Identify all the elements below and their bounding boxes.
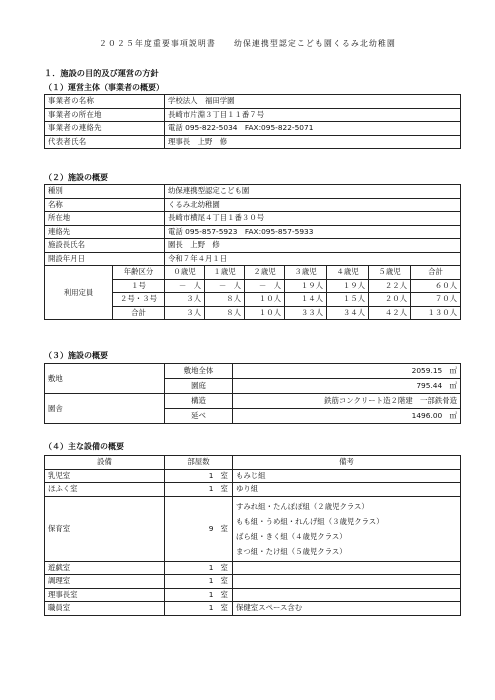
table-row [45,364,461,379]
table-row [45,252,461,266]
row-value: 電話 095-822-5034 FAX:095-822-5071 [165,122,461,136]
table-cell: ２号・３号 [113,293,165,307]
operator-table [44,94,461,149]
column-header: 年齢区分 [113,266,165,280]
room-count: 1 [165,469,217,483]
table-row [45,394,461,409]
row-label: 事業者の名称 [45,95,165,109]
column-header: ２歳児 [245,266,285,280]
table-cell: １３０人 [411,306,461,320]
column-header: ０歳児 [165,266,205,280]
table-cell: ３人 [165,293,205,307]
row-value: 鉄筋コンクリート造２階建 一部鉄骨造 [233,394,461,409]
site-table [44,363,461,424]
table-cell: 合計 [113,306,165,320]
row-value: 理事長 上野 修 [165,135,461,149]
equipment-note: すみれ組・たんぽぽ組（２歳児クラス） [236,501,369,511]
row-label: 連絡先 [45,225,165,239]
table-row [45,469,461,483]
table-row [45,496,461,561]
table-cell: － 人 [245,279,285,293]
table-cell: ３人 [165,306,205,320]
equipment-note [233,588,461,602]
room-unit: 室 [217,588,233,602]
table-row [45,198,461,212]
table-row [45,588,461,602]
table-cell: １９人 [285,279,327,293]
column-header: 部屋数 [165,456,233,470]
table-row [45,135,461,149]
table-cell: １０人 [245,293,285,307]
equipment-name: 遊戯室 [45,561,165,575]
room-unit: 室 [217,575,233,589]
row-label: 開設年月日 [45,252,165,266]
row-value: 電話 095-857-5923 FAX:095-857-5933 [165,225,461,239]
column-header: 備考 [233,456,461,470]
table-cell: ３４人 [327,306,369,320]
row-value: 学校法人 福田学園 [165,95,461,109]
room-count: 1 [165,483,217,497]
table-cell: ２０人 [369,293,411,307]
equipment-header-row [45,456,461,470]
column-header: １歳児 [205,266,245,280]
equipment-name: 保育室 [45,496,165,561]
table-row [45,561,461,575]
table-row [45,483,461,497]
table-cell: ６０人 [411,279,461,293]
table-cell: １号 [113,279,165,293]
row-value: 幼保連携型認定こども園 [165,185,461,199]
column-header: 設備 [45,456,165,470]
table-row [45,185,461,199]
site-label: 敷地 [45,364,165,394]
equipment-note: 保健室スペース含む [233,602,461,616]
room-count: 1 [165,602,217,616]
column-header: 合計 [411,266,461,280]
facility-heading: （２）施設の概要 [44,173,108,182]
equipment-note: ばら組・きく組（４歳児クラス） [236,531,347,541]
row-value: 長崎市片淵３丁目１１番７号 [165,108,461,122]
section-1-title: １．施設の目的及び運営の方針 [44,68,159,78]
room-unit: 室 [217,496,233,561]
table-cell: １０人 [245,306,285,320]
row-value: 2059.15 ㎡ [233,364,461,379]
table-cell: １５人 [327,293,369,307]
table-row [45,95,461,109]
room-count: 9 [165,496,217,561]
facility-table [44,184,461,320]
room-count: 1 [165,561,217,575]
table-cell: ４２人 [369,306,411,320]
site-heading: （３）施設の概要 [44,351,108,360]
table-cell: ８人 [205,306,245,320]
table-cell: ３３人 [285,306,327,320]
capacity-header-row [45,266,461,280]
room-unit: 室 [217,561,233,575]
row-value: 795.44 ㎡ [233,379,461,394]
table-cell: － 人 [205,279,245,293]
operator-heading: （１）運営主体（事業者の概要） [44,83,164,92]
room-unit: 室 [217,469,233,483]
building-label: 園舎 [45,394,165,424]
row-label: 種別 [45,185,165,199]
equipment-note: まつ組・たけ組（５歳児クラス） [236,546,347,556]
equipment-name: ほふく室 [45,483,165,497]
row-label: 代表者氏名 [45,135,165,149]
row-sublabel: 延べ [165,409,233,424]
column-header: ３歳児 [285,266,327,280]
row-label: 所在地 [45,212,165,226]
table-row [45,108,461,122]
row-value: 令和７年４月１日 [165,252,461,266]
table-row [45,225,461,239]
equipment-note: もみじ組 [233,469,461,483]
capacity-label: 利用定員 [45,266,113,320]
table-row [45,602,461,616]
row-value: 長崎市横尾４丁目１番３０号 [165,212,461,226]
equipment-note [233,561,461,575]
equipment-note: ゆり組 [233,483,461,497]
table-row [45,575,461,589]
table-row [45,212,461,226]
row-sublabel: 敷地全体 [165,364,233,379]
table-cell: １９人 [327,279,369,293]
equipment-name: 乳児室 [45,469,165,483]
room-unit: 室 [217,602,233,616]
table-cell: ２２人 [369,279,411,293]
table-cell: － 人 [165,279,205,293]
row-value: 園長 上野 修 [165,239,461,253]
equipment-table [44,455,461,616]
row-value: 1496.00 ㎡ [233,409,461,424]
row-label: 事業者の連絡先 [45,122,165,136]
equipment-note [233,575,461,589]
column-header: ４歳児 [327,266,369,280]
room-unit: 室 [217,483,233,497]
equipment-name: 理事長室 [45,588,165,602]
table-row [45,239,461,253]
column-header: ５歳児 [369,266,411,280]
room-count: 1 [165,588,217,602]
row-sublabel: 構造 [165,394,233,409]
table-cell: ７０人 [411,293,461,307]
table-cell: １４人 [285,293,327,307]
row-sublabel: 園庭 [165,379,233,394]
row-label: 名称 [45,198,165,212]
row-value: くるみ北幼稚園 [165,198,461,212]
room-count: 1 [165,575,217,589]
table-cell: ８人 [205,293,245,307]
equipment-name: 調理室 [45,575,165,589]
equipment-heading: （４）主な設備の概要 [44,442,124,451]
row-label: 事業者の所在地 [45,108,165,122]
row-label: 施設長氏名 [45,239,165,253]
table-row [45,122,461,136]
equipment-notes [233,496,461,561]
document-title: ２０２５年度重要事項説明書 幼保連携型認定こども園くるみ北幼稚園 [99,39,396,48]
equipment-note: もも組・うめ組・れんげ組（３歳児クラス） [236,516,384,526]
equipment-name: 職員室 [45,602,165,616]
